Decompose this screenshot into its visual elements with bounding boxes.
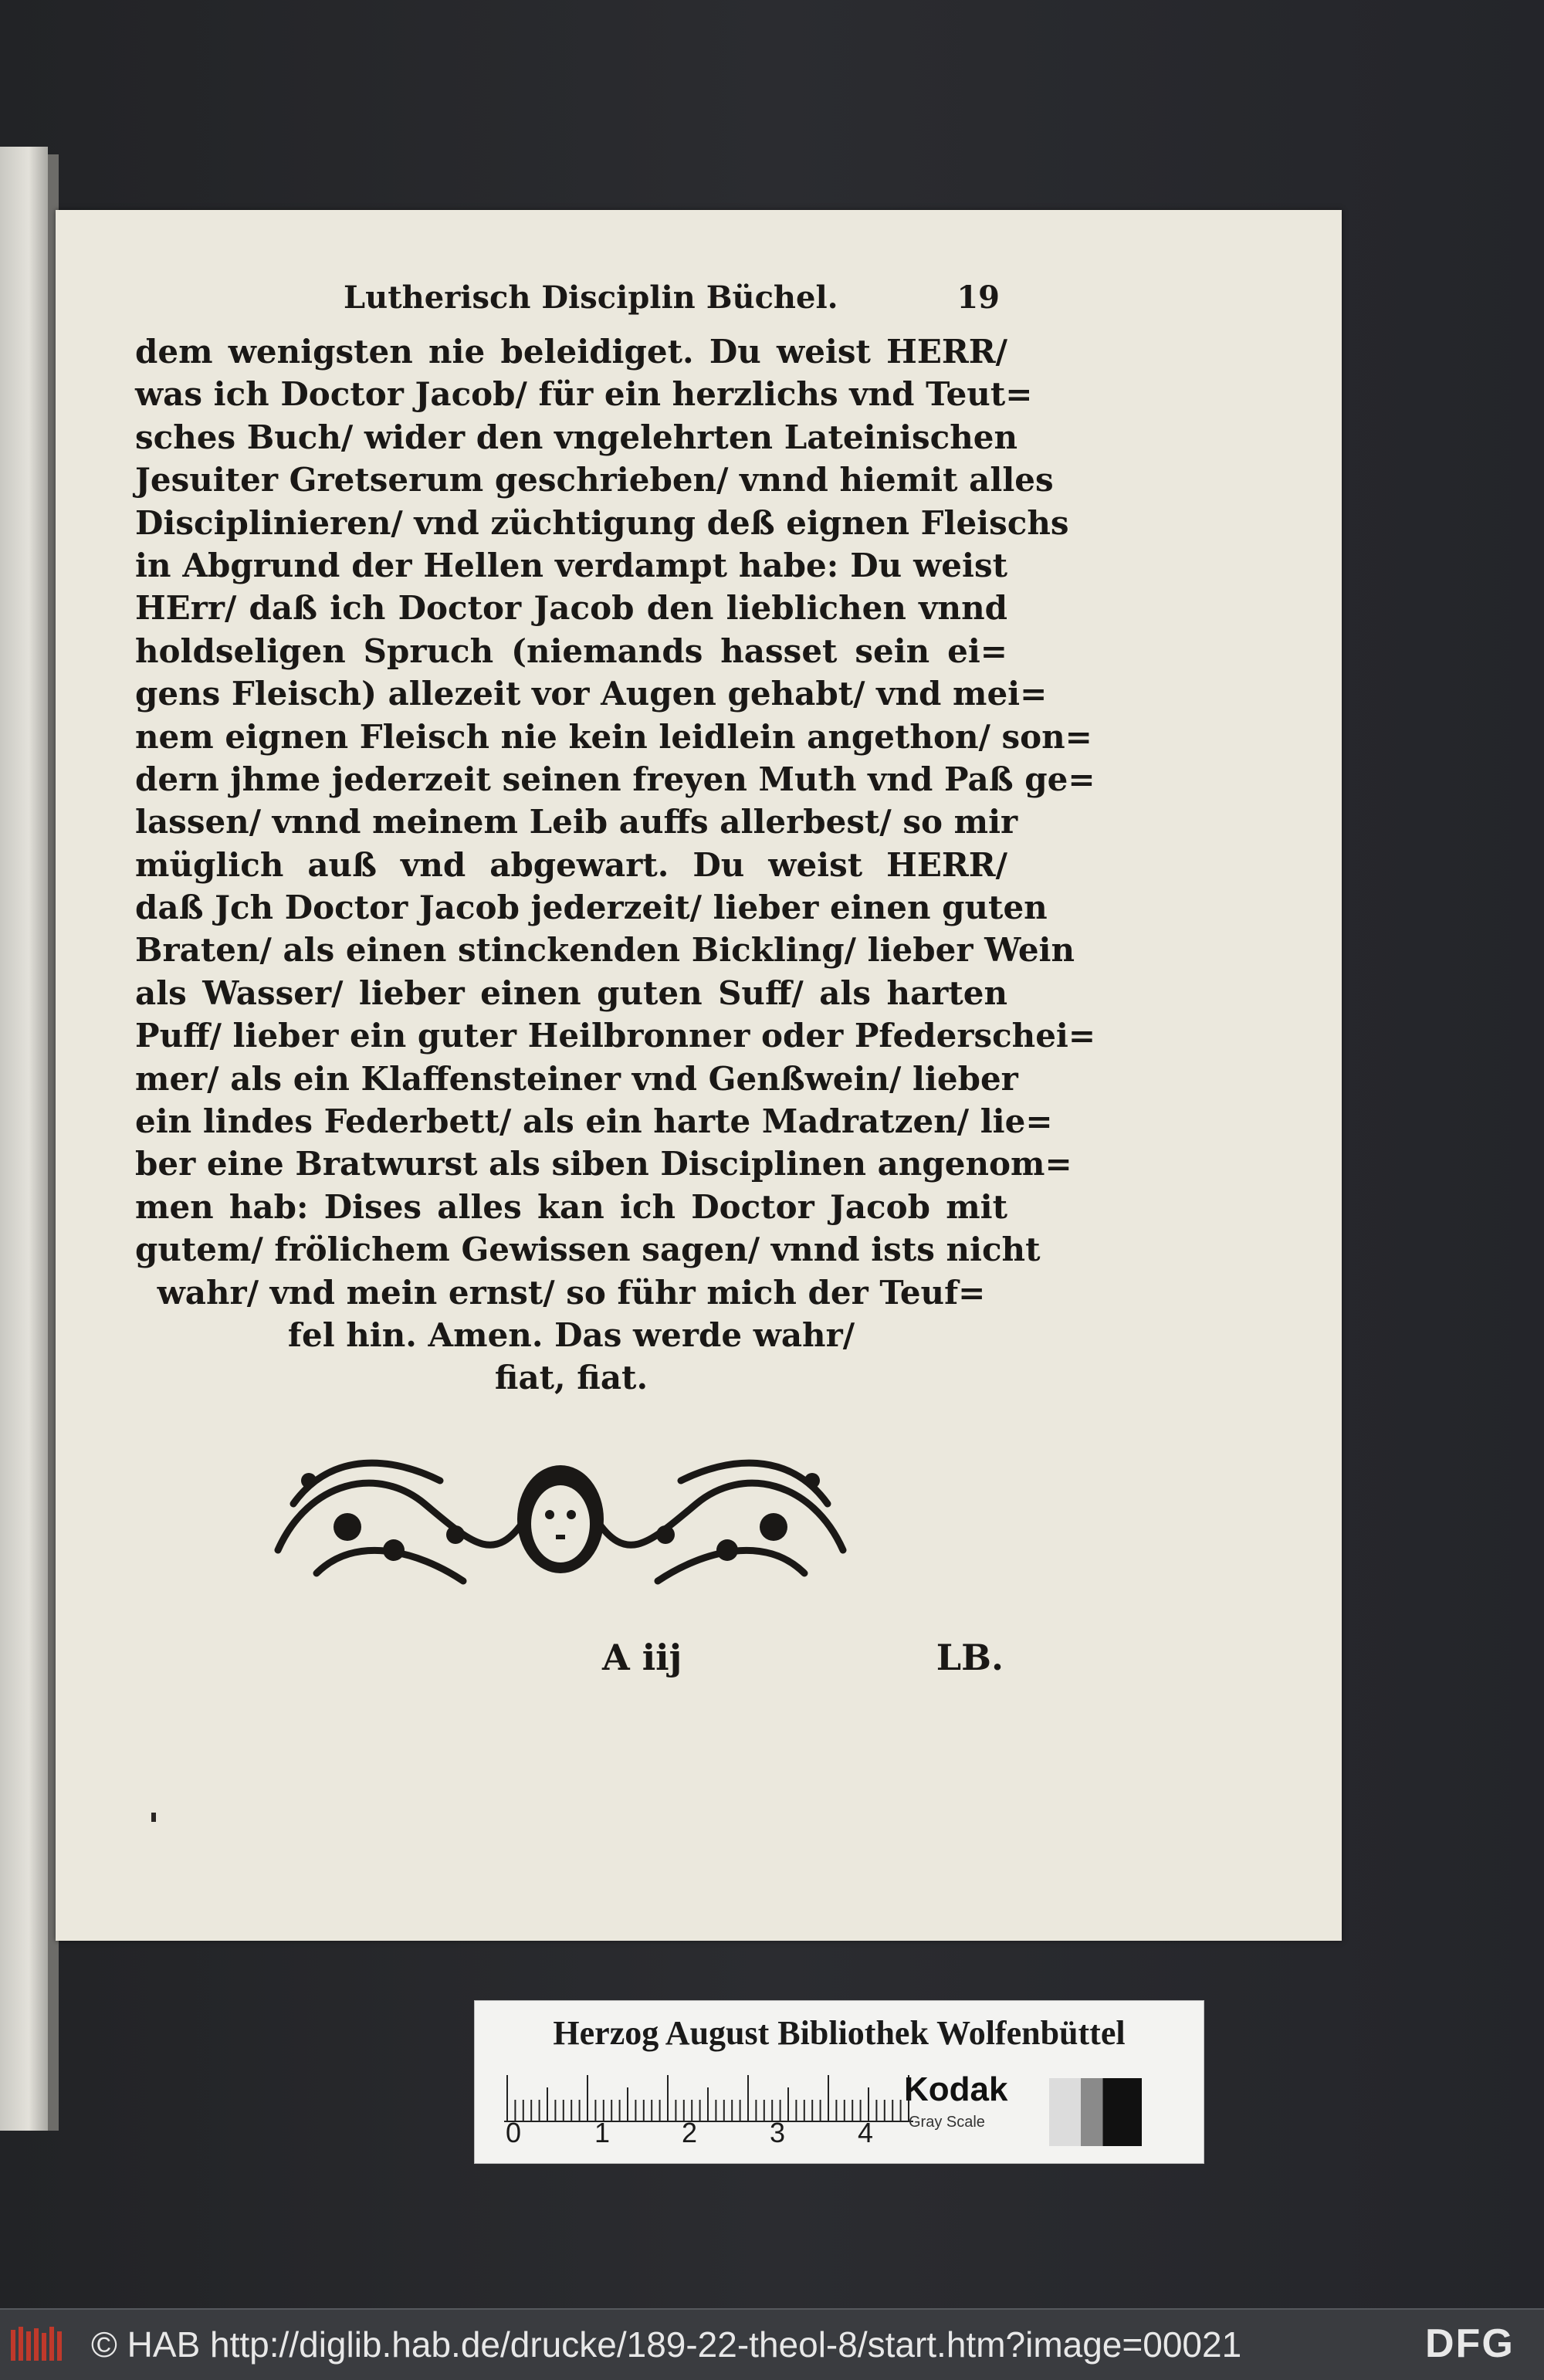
text-line: gutem/ frölichem Gewissen sagen/ vnnd ists nicht — [135, 1231, 1041, 1269]
ornament-icon — [262, 1434, 858, 1596]
ink-speck — [151, 1813, 156, 1822]
text-line: was ich Doctor Jacob/ für ein herzlichs vnd Teut= — [135, 375, 1033, 414]
text-line: lassen/ vnnd meinem Leib auffs allerbest/ so mir — [135, 803, 1018, 841]
text-line: als Wasser/ lieber einen guten Suff/ als harten — [135, 973, 1007, 1012]
signature-line — [602, 1637, 1004, 1691]
hab-logo-icon — [9, 2325, 66, 2364]
text-line: ein lindes Federbett/ als ein harte Madratzen/ lie= — [135, 1102, 1053, 1141]
page-number: 19 — [957, 279, 1000, 316]
text-line: nem eignen Fleisch nie kein leidlein angethon/ son= — [135, 717, 1092, 756]
text-line: sches Buch/ wider den vngelehrten Lateinischen — [135, 418, 1018, 456]
ruler-number: 3 — [770, 2117, 786, 2148]
text-line: müglich auß vnd abgewart. Du weist HERR/ — [135, 845, 1007, 884]
text-line: dern jhme jederzeit seinen freyen Muth vnd Paß ge= — [135, 760, 1095, 798]
gray-scale-label: Gray Scale — [909, 2114, 985, 2131]
kodak-logo: Kodak — [904, 2070, 1008, 2108]
running-head — [344, 279, 1000, 326]
ruler-numbers — [506, 2117, 938, 2155]
ruler-number: 1 — [594, 2117, 611, 2148]
text-line: HErr/ daß ich Doctor Jacob den lieblichen vnnd — [135, 589, 1007, 628]
text-line: gens Fleisch) allezeit vor Augen gehabt/ vnd mei= — [135, 675, 1048, 713]
signature-mark: A iij — [602, 1637, 682, 1678]
text-line: dem wenigsten nie beleidiget. Du weist HERR/ — [135, 333, 1007, 371]
library-name: Herzog August Bibliothek Wolfenbüttel — [553, 2014, 1126, 2052]
body-text — [135, 330, 1096, 1400]
text-line: men hab: Dises alles kan ich Doctor Jacob mit — [135, 1187, 1007, 1226]
text-line: mer/ als ein Klaffensteiner vnd Genßwein/ lieber — [135, 1059, 1018, 1098]
footer-bar — [0, 2308, 1544, 2380]
text-line: Jesuiter Gretserum geschrieben/ vnnd hiemit alles — [135, 461, 1054, 499]
text-line: fel hin. Amen. Das werde wahr/ — [287, 1315, 855, 1354]
color-scale-card — [474, 2000, 1204, 2164]
text-line: ber eine Bratwurst als siben Disciplinen angenom= — [135, 1145, 1072, 1183]
running-head-title: Lutherisch Disciplin Büchel. — [344, 279, 838, 316]
gray-patch — [1049, 2078, 1142, 2146]
ruler-number: 2 — [682, 2117, 698, 2148]
facing-page-edge — [0, 147, 48, 2131]
text-line: Puff/ lieber ein guter Heilbronner oder Pfederschei= — [135, 1017, 1096, 1055]
text-line: in Abgrund der Hellen verdampt habe: Du weist — [135, 546, 1007, 584]
dfg-logo: DFG — [1425, 2321, 1515, 2366]
text-line: holdseligen Spruch (niemands hasset sein ei= — [135, 631, 1007, 670]
ruler-number: 0 — [506, 2117, 522, 2148]
text-line: Braten/ als einen stinckenden Bickling/ lieber Wein — [135, 931, 1075, 970]
catchword: LB. — [936, 1637, 1004, 1678]
text-line: Disciplinieren/ vnd züchtigung deß eignen Fleischs — [135, 503, 1069, 542]
text-line: daß Jch Doctor Jacob jederzeit/ lieber einen guten — [135, 889, 1048, 927]
source-url[interactable]: © HAB http://diglib.hab.de/drucke/189-22-theol-8/start.htm?image=00021 — [91, 2324, 1242, 2365]
text-line-final: fiat, fiat. — [494, 1359, 648, 1397]
ruler-number: 4 — [858, 2117, 874, 2148]
text-line: wahr/ vnd mein ernst/ so führ mich der Teuf= — [157, 1273, 986, 1312]
